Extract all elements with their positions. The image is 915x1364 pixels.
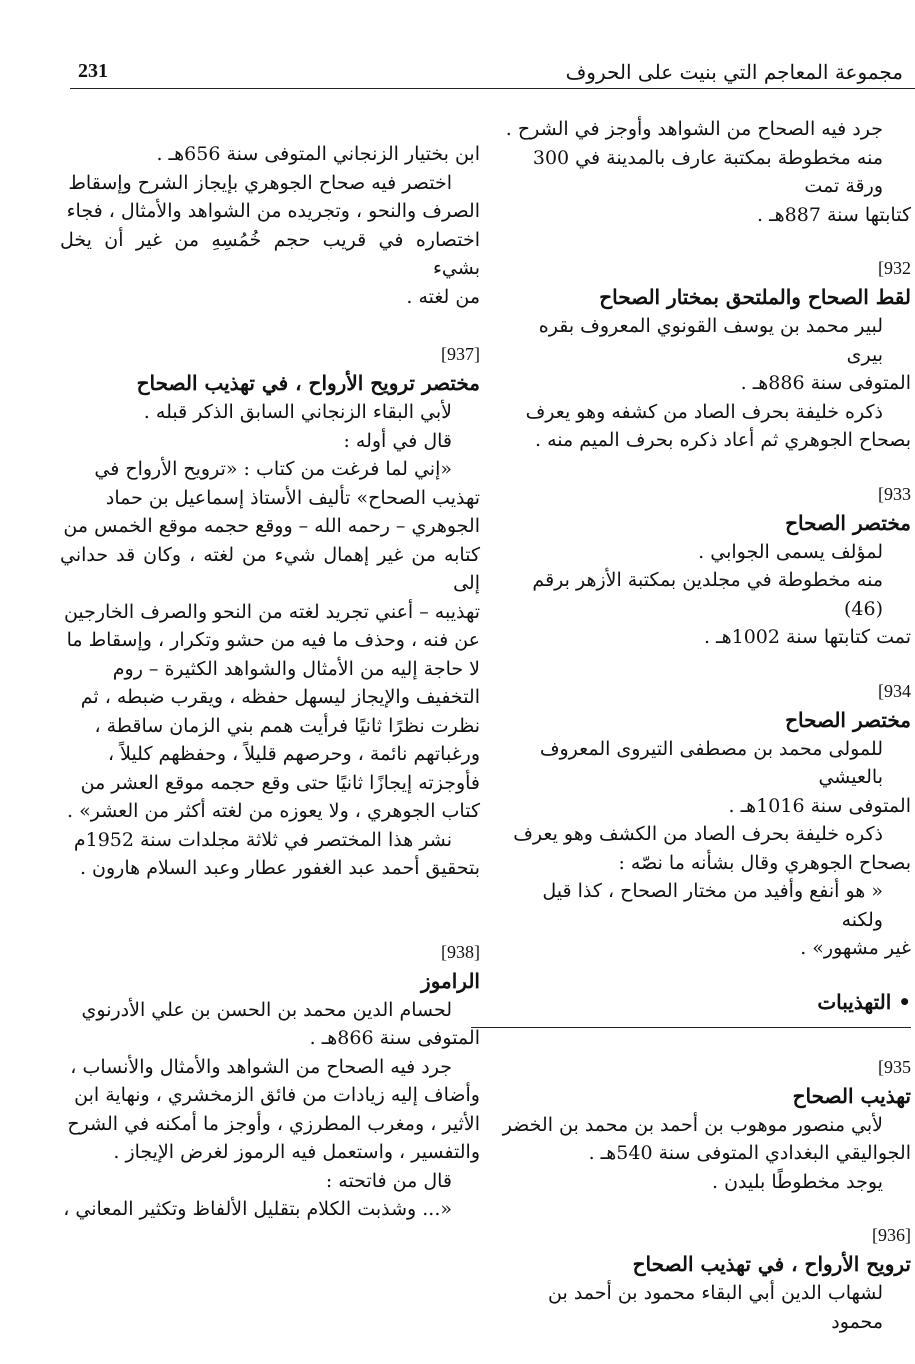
text-line: تمت كتابتها سنة 1002هـ .: [703, 626, 911, 648]
section-rule: [471, 1027, 911, 1028]
text-line: قال في أوله :: [343, 429, 452, 452]
entry-title: ترويح الأرواح ، في تهذيب الصحاح: [632, 1252, 911, 1276]
header-rule: [70, 88, 915, 89]
text-line: ابن بختيار الزنجاني المتوفى سنة 656هـ .: [156, 143, 480, 165]
text-line: ذكره خليفة بحرف الصاد من كشفه وهو يعرف: [525, 400, 883, 423]
quote-line: التخفيف والإيجاز ليسهل حفظه ، ويقرب ضبطه ، ثم: [80, 686, 480, 708]
entry-title: لقط الصحاح والملتحق بمختار الصحاح: [599, 285, 911, 309]
text-line: لأبي البقاء الزنجاني السابق الذكر قبله .: [143, 401, 452, 423]
text-line: الأثير ، ومغرب المطرزي ، وأوجز ما أمكنه في الشرح: [67, 1112, 480, 1135]
entry-title: مختصر الصحاح: [785, 707, 911, 732]
text-line: قال من فاتحته :: [325, 1169, 452, 1192]
quote-line: «إني لما فرغت من كتاب : «ترويح الأرواح في: [94, 458, 452, 480]
entry-title: مختصر الصحاح: [785, 510, 911, 535]
left-column: [60, 140, 480, 1224]
text-line: لبير محمد بن يوسف القونوي المعروف بقره بيرى: [538, 315, 883, 366]
right-column: [501, 115, 911, 1336]
text-line: المتوفى سنة 1016هـ .: [728, 794, 911, 817]
entry-number: [933: [878, 483, 911, 504]
text-line: بتحقيق أحمد عبد الغفور عطار وعبد السلام هارون .: [79, 857, 480, 879]
text-line: من لغته .: [406, 285, 480, 308]
text-line: يوجد مخطوطًا بليدن .: [712, 1170, 883, 1193]
text-line: المتوفى سنة 866هـ .: [309, 1027, 480, 1049]
section-heading: • التهذيبات: [817, 989, 911, 1014]
entry-title: الراموز: [421, 968, 480, 993]
text-line: منه مخطوطة في مجلدين بمكتبة الأزهر برقم (46): [532, 569, 883, 620]
entry-number: [935: [878, 1056, 911, 1077]
quote-line: الجوهري – رحمه الله – ووقع حجمه موقع الخمس من: [63, 515, 480, 537]
text-line: لشهاب الدين أبي البقاء محمود بن أحمد بن محمود: [548, 1282, 883, 1333]
entry-number: [934: [878, 680, 911, 701]
quote-line: تهذيبه – أعني تجريد لغته من النحو والصرف الخارجين: [63, 600, 480, 623]
text-line: ذكره خليفة بحرف الصاد من الكشف وهو يعرف: [513, 823, 883, 845]
entry-title: مختصر ترويح الأرواح ، في تهذيب الصحاح: [136, 371, 480, 395]
text-line: بصحاح الجوهري ثم أعاد ذكره بحرف الميم منه .: [535, 429, 911, 451]
text-line: جرد فيه الصحاح من الشواهد والأمثال والأنساب ،: [70, 1055, 452, 1078]
quote-line: نظرت نظرًا ثانيًا فرأيت همم بني الزمان ساقطة ،: [94, 714, 480, 737]
text-line: غير مشهور» .: [800, 937, 911, 959]
entry-title: تهذيب الصحاح: [792, 1083, 911, 1108]
text-line: لأبي منصور موهوب بن أحمد بن محمد بن الخضر: [502, 1113, 883, 1136]
entry-number: [932: [878, 258, 911, 278]
text-line: « هو أنفع وأفيد من مختار الصحاح ، كذا قيل ولكنه: [542, 880, 883, 931]
entry-number: [938]: [441, 941, 480, 962]
text-line: لمؤلف يسمى الجوابي .: [698, 540, 883, 563]
text-line: بصحاح الجوهري وقال بشأنه ما نصّه :: [618, 851, 911, 874]
quote-line: لا حاجة إليه من الأمثال والشواهد الكثيرة – روم: [112, 657, 480, 680]
running-title: مجموعة المعاجم التي بنيت على الحروف: [565, 60, 903, 84]
quote-line: عن فنه ، وحذف ما فيه من حشو وتكرار ، وإسقاط ما: [66, 629, 480, 651]
text-line: والتفسير ، واستعمل فيه الرموز لغرض الإيجاز .: [113, 1141, 480, 1163]
text-line: اختصر فيه صحاح الجوهري بإيجاز الشرح وإسقاط: [68, 171, 452, 194]
entry-number: [936]: [872, 1225, 911, 1245]
text-line: جرد فيه الصحاح من الشواهد وأوجز في الشرح .: [505, 118, 883, 140]
entry-number: [937]: [441, 344, 480, 364]
quote-line: كتاب الجوهري ، ولا يعوزه من لغته أكثر من العشر» .: [67, 800, 480, 822]
text-line: للمولى محمد بن مصطفى التيروى المعروف بالعيشي: [539, 737, 883, 788]
quote-line: تهذيب الصحاح» تأليف الأستاذ إسماعيل بن حماد: [105, 486, 480, 509]
text-line: منه مخطوطة بمكتبة عارف بالمدينة في 300 ورقة تمت: [532, 146, 883, 197]
quote-line: كتابه من غير إهمال شيء من لغته ، وكان قد حداني إلى: [60, 543, 480, 594]
text-line: اختصاره في قريب حجم خُمُسِهِ من غير أن يخل بشيء: [60, 228, 480, 279]
quote-line: «... وشذبت الكلام بتقليل الألفاظ وتكثير المعاني ،: [63, 1198, 452, 1220]
text-line: كتابتها سنة 887هـ .: [757, 203, 911, 226]
quote-line: ورغباتهم نائمة ، وحرصهم قليلاً ، وحفظهم كليلاً ،: [107, 743, 480, 765]
text-line: الصرف والنحو ، وتجريده من الشواهد والأمثال ، فجاء: [66, 200, 480, 222]
text-line: الجواليقي البغدادي المتوفى سنة 540هـ .: [588, 1142, 911, 1164]
text-line: لحسام الدين محمد بن الحسن بن علي الأدرنوي: [81, 998, 452, 1021]
page-number: 231: [78, 60, 108, 82]
text-line: المتوفى سنة 886هـ .: [740, 372, 911, 394]
quote-line: فأوجزته إيجازًا ثانيًا حتى وقع حجمه موقع العشر من: [80, 771, 480, 794]
text-line: نشر هذا المختصر في ثلاثة مجلدات سنة 1952م: [73, 828, 452, 851]
text-line: وأضاف إليه زيادات من فائق الزمخشري ، ونهاية ابن: [74, 1084, 480, 1106]
